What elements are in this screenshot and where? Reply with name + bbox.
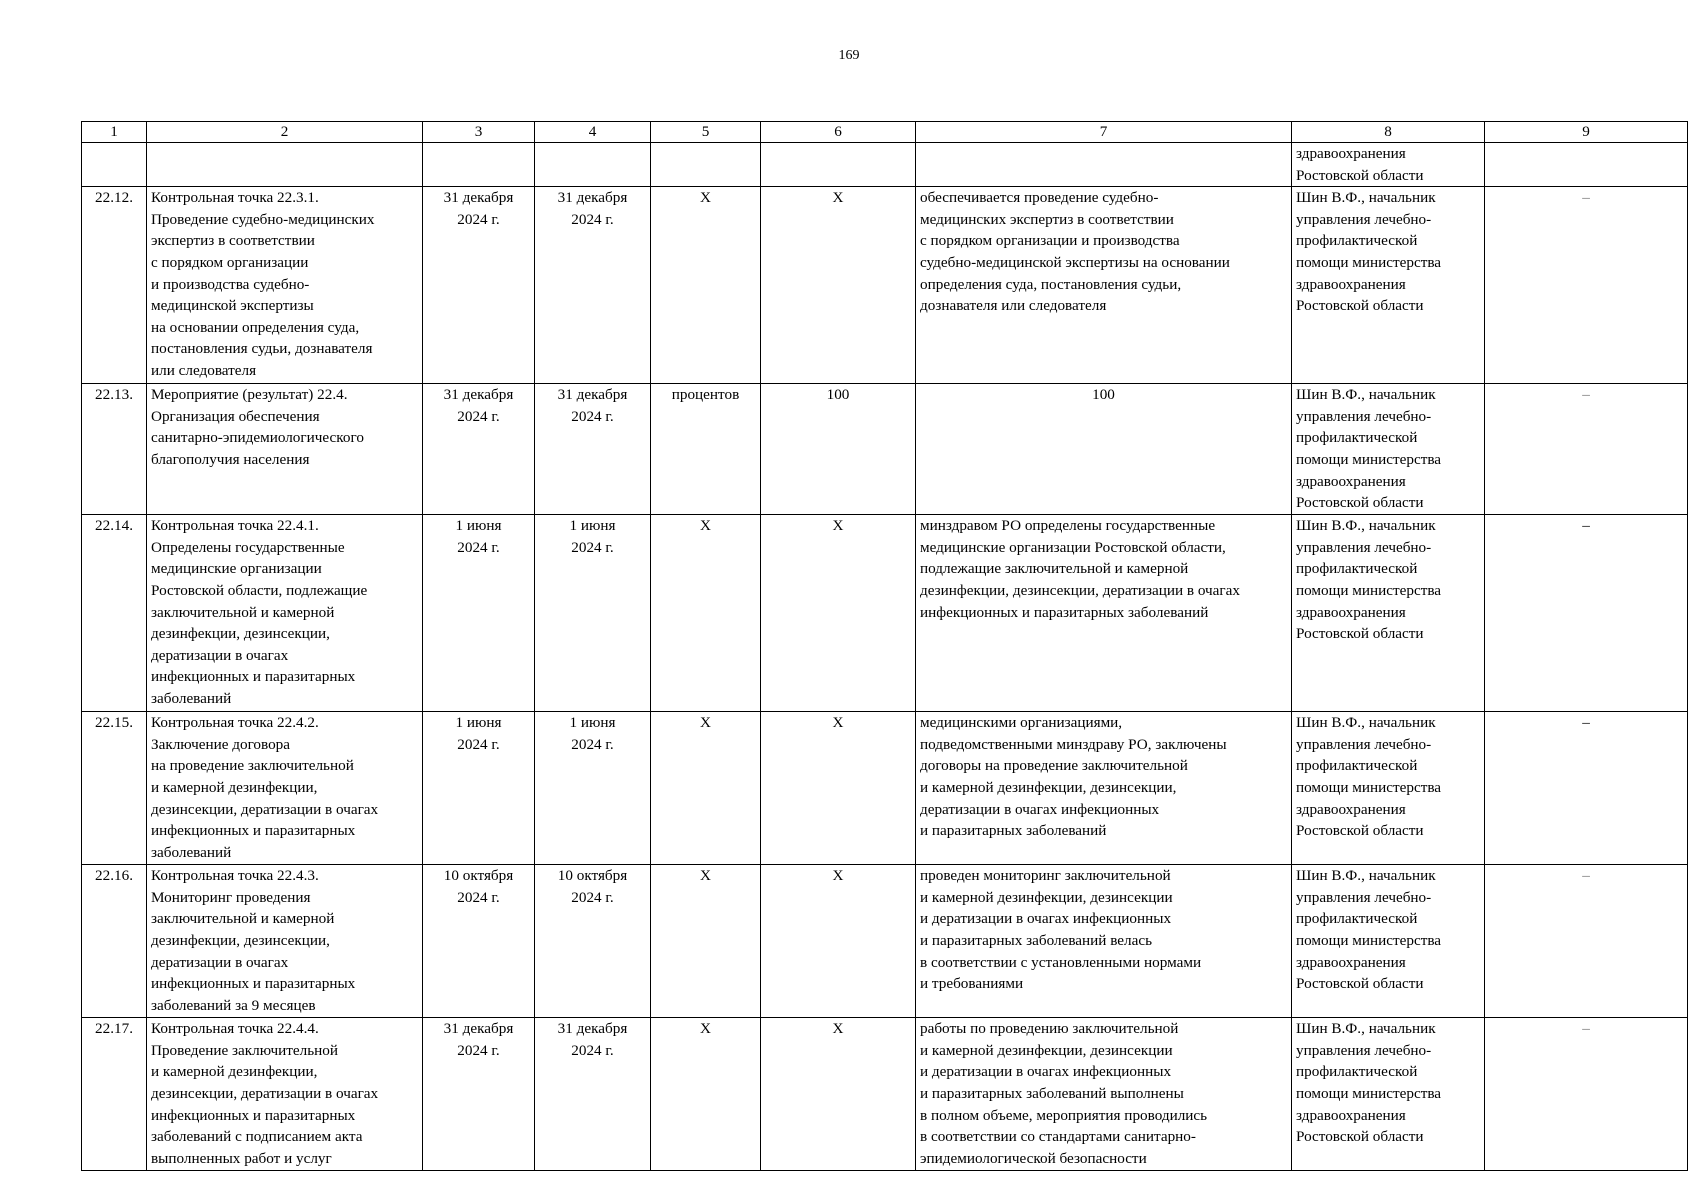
column-header: 3 xyxy=(423,122,535,143)
row-unit: Х xyxy=(651,1018,761,1171)
row-value-plan: Х xyxy=(761,865,916,1018)
row-number: 22.16. xyxy=(82,865,147,1018)
row-date-fact: 10 октября 2024 г. xyxy=(535,865,651,1018)
row-date-fact xyxy=(535,143,651,187)
row-note: – xyxy=(1485,515,1688,712)
column-header: 9 xyxy=(1485,122,1688,143)
row-result: медицинскими организациями, подведомственными минздраву РО, заключены договоры на проведение заключительной и камерной дезинфекции, дезинсекции, дератизации в очагах инфекционных и паразитарных заболеваний xyxy=(916,712,1292,865)
row-date-fact: 31 декабря 2024 г. xyxy=(535,384,651,515)
row-note: – xyxy=(1485,384,1688,515)
table-row xyxy=(82,1018,1688,1171)
row-date-plan: 1 июня 2024 г. xyxy=(423,515,535,712)
row-unit: Х xyxy=(651,712,761,865)
table-row xyxy=(82,712,1688,865)
row-value-plan: Х xyxy=(761,712,916,865)
row-date-fact: 1 июня 2024 г. xyxy=(535,712,651,865)
row-value-plan: Х xyxy=(761,1018,916,1171)
row-result: минздравом РО определены государственные медицинские организации Ростовской области, подлежащие заключительной и камерной дезинфекции, дезинсекции, дератизации в очагах инфекционных и паразитарных заболеваний xyxy=(916,515,1292,712)
column-header: 5 xyxy=(651,122,761,143)
row-responsible: здравоохранения Ростовской области xyxy=(1292,143,1485,187)
row-note xyxy=(1485,143,1688,187)
row-note: – xyxy=(1485,1018,1688,1171)
row-result: обеспечивается проведение судебно- медицинских экспертиз в соответствии с порядком организации и производства судебно-медицинской экспертизы на основании определения суда, постановления судьи, дознавателя или следователя xyxy=(916,187,1292,384)
row-description: Контрольная точка 22.4.3. Мониторинг проведения заключительной и камерной дезинфекции, дезинсекции, дератизации в очагах инфекционных и паразитарных заболеваний за 9 месяцев xyxy=(147,865,423,1018)
row-description: Контрольная точка 22.4.4. Проведение заключительной и камерной дезинфекции, дезинсекции, дератизации в очагах инфекционных и паразитарных заболеваний с подписанием акта выполненных работ и услуг xyxy=(147,1018,423,1171)
column-header: 1 xyxy=(82,122,147,143)
row-date-plan: 31 декабря 2024 г. xyxy=(423,187,535,384)
row-description xyxy=(147,143,423,187)
row-unit: Х xyxy=(651,515,761,712)
table-row xyxy=(82,515,1688,712)
row-number: 22.13. xyxy=(82,384,147,515)
row-date-plan: 31 декабря 2024 г. xyxy=(423,1018,535,1171)
row-date-plan: 10 октября 2024 г. xyxy=(423,865,535,1018)
row-responsible: Шин В.Ф., начальник управления лечебно- профилактической помощи министерства здравоохранения Ростовской области xyxy=(1292,384,1485,515)
row-description: Контрольная точка 22.4.2. Заключение договора на проведение заключительной и камерной дезинфекции, дезинсекции, дератизации в очагах инфекционных и паразитарных заболеваний xyxy=(147,712,423,865)
row-number: 22.15. xyxy=(82,712,147,865)
table-row xyxy=(82,384,1688,515)
row-responsible: Шин В.Ф., начальник управления лечебно- профилактической помощи министерства здравоохранения Ростовской области xyxy=(1292,712,1485,865)
row-description: Контрольная точка 22.4.1. Определены государственные медицинские организации Ростовской области, подлежащие заключительной и камерной дезинфекции, дезинсекции, дератизации в очагах инфекционных и паразитарных заболеваний xyxy=(147,515,423,712)
row-date-fact: 31 декабря 2024 г. xyxy=(535,1018,651,1171)
row-value-plan: Х xyxy=(761,187,916,384)
row-date-plan: 31 декабря 2024 г. xyxy=(423,384,535,515)
row-responsible: Шин В.Ф., начальник управления лечебно- профилактической помощи министерства здравоохранения Ростовской области xyxy=(1292,1018,1485,1171)
row-result: проведен мониторинг заключительной и камерной дезинфекции, дезинсекции и дератизации в очагах инфекционных и паразитарных заболеваний велась в соответствии с установленными нормами и требованиями xyxy=(916,865,1292,1018)
row-number: 22.17. xyxy=(82,1018,147,1171)
table-header-row xyxy=(82,122,1688,143)
column-header: 2 xyxy=(147,122,423,143)
row-value-plan: Х xyxy=(761,515,916,712)
row-responsible: Шин В.Ф., начальник управления лечебно- профилактической помощи министерства здравоохранения Ростовской области xyxy=(1292,515,1485,712)
row-number xyxy=(82,143,147,187)
column-header: 8 xyxy=(1292,122,1485,143)
row-unit xyxy=(651,143,761,187)
row-result: 100 xyxy=(916,384,1292,515)
row-value-plan: 100 xyxy=(761,384,916,515)
row-responsible: Шин В.Ф., начальник управления лечебно- профилактической помощи министерства здравоохранения Ростовской области xyxy=(1292,865,1485,1018)
row-date-plan xyxy=(423,143,535,187)
row-responsible: Шин В.Ф., начальник управления лечебно- профилактической помощи министерства здравоохранения Ростовской области xyxy=(1292,187,1485,384)
table-row xyxy=(82,865,1688,1018)
column-header: 6 xyxy=(761,122,916,143)
row-result xyxy=(916,143,1292,187)
column-header: 4 xyxy=(535,122,651,143)
row-note: – xyxy=(1485,187,1688,384)
row-unit: процентов xyxy=(651,384,761,515)
row-date-fact: 1 июня 2024 г. xyxy=(535,515,651,712)
row-note: – xyxy=(1485,865,1688,1018)
row-result: работы по проведению заключительной и камерной дезинфекции, дезинсекции и дератизации в очагах инфекционных и паразитарных заболеваний выполнены в полном объеме, мероприятия проводились в соответствии со стандартами санитарно- эпидемиологической безопасности xyxy=(916,1018,1292,1171)
row-note: – xyxy=(1485,712,1688,865)
row-unit: Х xyxy=(651,187,761,384)
row-number: 22.14. xyxy=(82,515,147,712)
row-number: 22.12. xyxy=(82,187,147,384)
column-header: 7 xyxy=(916,122,1292,143)
row-description: Контрольная точка 22.3.1. Проведение судебно-медицинских экспертиз в соответствии с порядком организации и производства судебно- медицинской экспертизы на основании определения суда, постановления судьи, дознавателя или следователя xyxy=(147,187,423,384)
row-value-plan xyxy=(761,143,916,187)
report-table xyxy=(81,121,1688,1171)
row-date-plan: 1 июня 2024 г. xyxy=(423,712,535,865)
table-row xyxy=(82,143,1688,187)
page-number: 169 xyxy=(838,48,860,63)
row-date-fact: 31 декабря 2024 г. xyxy=(535,187,651,384)
row-unit: Х xyxy=(651,865,761,1018)
row-description: Мероприятие (результат) 22.4. Организация обеспечения санитарно-эпидемиологического благополучия населения xyxy=(147,384,423,515)
table-row xyxy=(82,187,1688,384)
